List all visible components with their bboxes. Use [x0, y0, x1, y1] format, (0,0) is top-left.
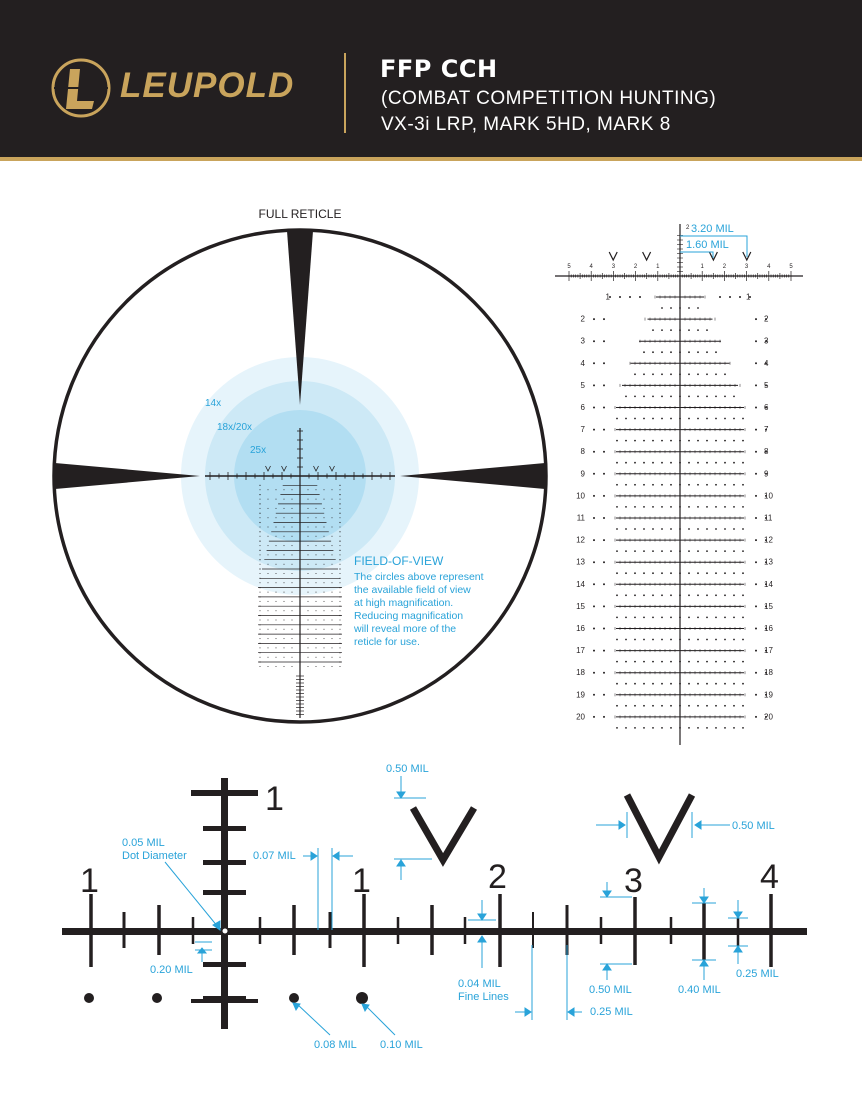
- callout-chevron-height: 0.50 MIL: [386, 763, 429, 775]
- big-number: 1: [265, 780, 284, 818]
- scale-tick: [737, 918, 740, 946]
- callout-chevron-width: 0.50 MIL: [732, 820, 775, 832]
- row-number-left: 16: [576, 624, 585, 633]
- big-number: 1: [352, 862, 371, 900]
- row-number-right: 10: [764, 491, 773, 501]
- scale-tick: [292, 905, 296, 955]
- row-number-right: 16: [764, 624, 773, 633]
- row-number-left: 5: [580, 380, 585, 390]
- callout-fine-label: Fine Lines: [458, 991, 509, 1003]
- fov-text-line: Reducing magnification: [354, 610, 464, 622]
- row-number-right: 18: [764, 668, 773, 678]
- mag-14x-label: 14x: [205, 398, 222, 409]
- row-number-right: 14: [764, 579, 773, 589]
- chevron-left: [413, 808, 474, 860]
- fov-text-line: reticle for use.: [354, 636, 420, 648]
- dim-160-label: 1.60 MIL: [686, 239, 729, 251]
- dim-320-label: 3.20 MIL: [691, 223, 734, 235]
- row-number-left: 18: [576, 668, 585, 678]
- callout-dot-diameter-label: Dot Diameter: [122, 850, 187, 862]
- row-number-left: 6: [580, 403, 585, 412]
- callout-lines: [165, 776, 748, 1035]
- chevron-right: [627, 795, 692, 857]
- axis-number: 4: [767, 264, 771, 270]
- scale-tick: [633, 897, 637, 965]
- callout-tick-040: 0.40 MIL: [678, 984, 721, 996]
- callout-fine-value: 0.04 MIL: [458, 978, 501, 990]
- product-list: VX-3i LRP, MARK 5HD, MARK 8: [381, 114, 671, 135]
- axis-number: 4: [589, 264, 593, 270]
- fov-text-line: The circles above represent: [354, 571, 484, 583]
- fov-title: FIELD-OF-VIEW: [354, 554, 444, 568]
- scale-tick: [769, 894, 773, 967]
- scale-tick: [464, 917, 467, 944]
- callout-tick-025-right: 0.25 MIL: [736, 968, 779, 980]
- scale-tick: [123, 912, 126, 948]
- main-horizontal-thick: [62, 928, 807, 935]
- page-title: FFP CCH: [380, 55, 498, 83]
- row-number-right: 1: [746, 292, 751, 302]
- mag-18x-label: 18x/20x: [217, 422, 253, 433]
- row-number-right: 8: [764, 447, 769, 457]
- row-number-left: 17: [576, 646, 585, 656]
- scale-tick: [329, 912, 332, 948]
- fov-text-line: will reveal more of the: [354, 623, 457, 635]
- brand-name: LEUPOLD: [120, 66, 295, 105]
- callout-gap: 0.07 MIL: [253, 850, 296, 862]
- row-number-right: 19: [764, 690, 773, 700]
- scale-tick: [670, 917, 673, 944]
- axis-number: 3: [744, 264, 749, 270]
- scale-tick: [89, 894, 93, 967]
- row-number-right: 17: [764, 646, 773, 656]
- row-number-left: 10: [576, 491, 585, 501]
- row-number-left: 1: [605, 292, 610, 302]
- callout-thick-width: 0.20 MIL: [150, 964, 193, 976]
- row-number-left: 3: [580, 336, 585, 346]
- detail-top-number: 2: [686, 225, 690, 231]
- axis-number: 2: [722, 264, 727, 270]
- callout-dot-008: 0.08 MIL: [314, 1039, 357, 1051]
- fov-text-line: at high magnification.: [354, 597, 454, 609]
- fov-text-line: the available field of view: [354, 584, 471, 596]
- axis-number: 2: [633, 264, 638, 270]
- scale-tick: [157, 905, 161, 955]
- row-number-right: 7: [764, 425, 769, 435]
- closeup-ticks: [89, 894, 773, 967]
- big-number: 4: [760, 858, 779, 896]
- row-number-left: 12: [576, 535, 585, 545]
- scale-tick: [498, 894, 502, 967]
- row-number-right: 20: [764, 712, 773, 722]
- axis-number: 1: [700, 264, 704, 270]
- row-number-left: 20: [576, 712, 585, 722]
- big-number: 2: [488, 858, 507, 896]
- row-number-left: 8: [580, 447, 585, 457]
- main-vertical-thick: [221, 778, 228, 1029]
- callout-dot-010: 0.10 MIL: [380, 1039, 423, 1051]
- row-number-right: 15: [764, 601, 773, 611]
- row-number-left: 11: [576, 513, 585, 523]
- row-number-left: 14: [576, 579, 585, 589]
- big-number: 1: [80, 862, 99, 900]
- scale-tick: [600, 917, 603, 944]
- row-number-right: 12: [764, 535, 773, 545]
- scale-tick: [430, 905, 434, 955]
- axis-number: 5: [789, 264, 793, 270]
- row-number-left: 2: [580, 314, 585, 324]
- row-number-right: 2: [764, 314, 769, 324]
- axis-number: 5: [567, 264, 571, 270]
- callout-tick-025-bottom: 0.25 MIL: [590, 1006, 633, 1018]
- row-number-left: 15: [576, 601, 585, 611]
- callout-tick-050: 0.50 MIL: [589, 984, 632, 996]
- callout-dot-diameter-value: 0.05 MIL: [122, 837, 165, 849]
- scale-tick: [259, 917, 262, 944]
- big-number: 3: [624, 862, 643, 900]
- row-number-right: 9: [764, 469, 769, 479]
- row-number-left: 19: [576, 690, 585, 700]
- dot-010: [356, 992, 368, 1004]
- dot-a: [84, 993, 94, 1003]
- mag-25x-label: 25x: [250, 445, 267, 456]
- page-subtitle: (COMBAT COMPETITION HUNTING): [381, 88, 717, 109]
- dot-small: [223, 929, 228, 934]
- scale-tick: [702, 903, 706, 960]
- row-number-left: 4: [580, 358, 585, 368]
- row-number-left: 9: [580, 469, 585, 479]
- row-number-right: 5: [764, 380, 769, 390]
- dot-b: [152, 993, 162, 1003]
- scale-tick: [397, 917, 400, 944]
- scale-tick: [192, 917, 195, 944]
- row-number-right: 13: [764, 557, 773, 567]
- row-number-right: 6: [764, 403, 769, 412]
- row-number-right: 11: [764, 513, 773, 523]
- axis-number: 3: [611, 264, 616, 270]
- full-reticle-label: FULL RETICLE: [258, 207, 342, 221]
- scale-tick: [362, 894, 366, 967]
- row-number-right: 3: [764, 336, 769, 346]
- row-number-left: 13: [576, 557, 585, 567]
- row-number-left: 7: [580, 425, 585, 435]
- row-number-right: 4: [764, 358, 769, 368]
- dot-008: [289, 993, 299, 1003]
- scale-tick: [532, 912, 534, 948]
- callout-labels: [122, 763, 779, 1051]
- axis-number: 1: [656, 264, 660, 270]
